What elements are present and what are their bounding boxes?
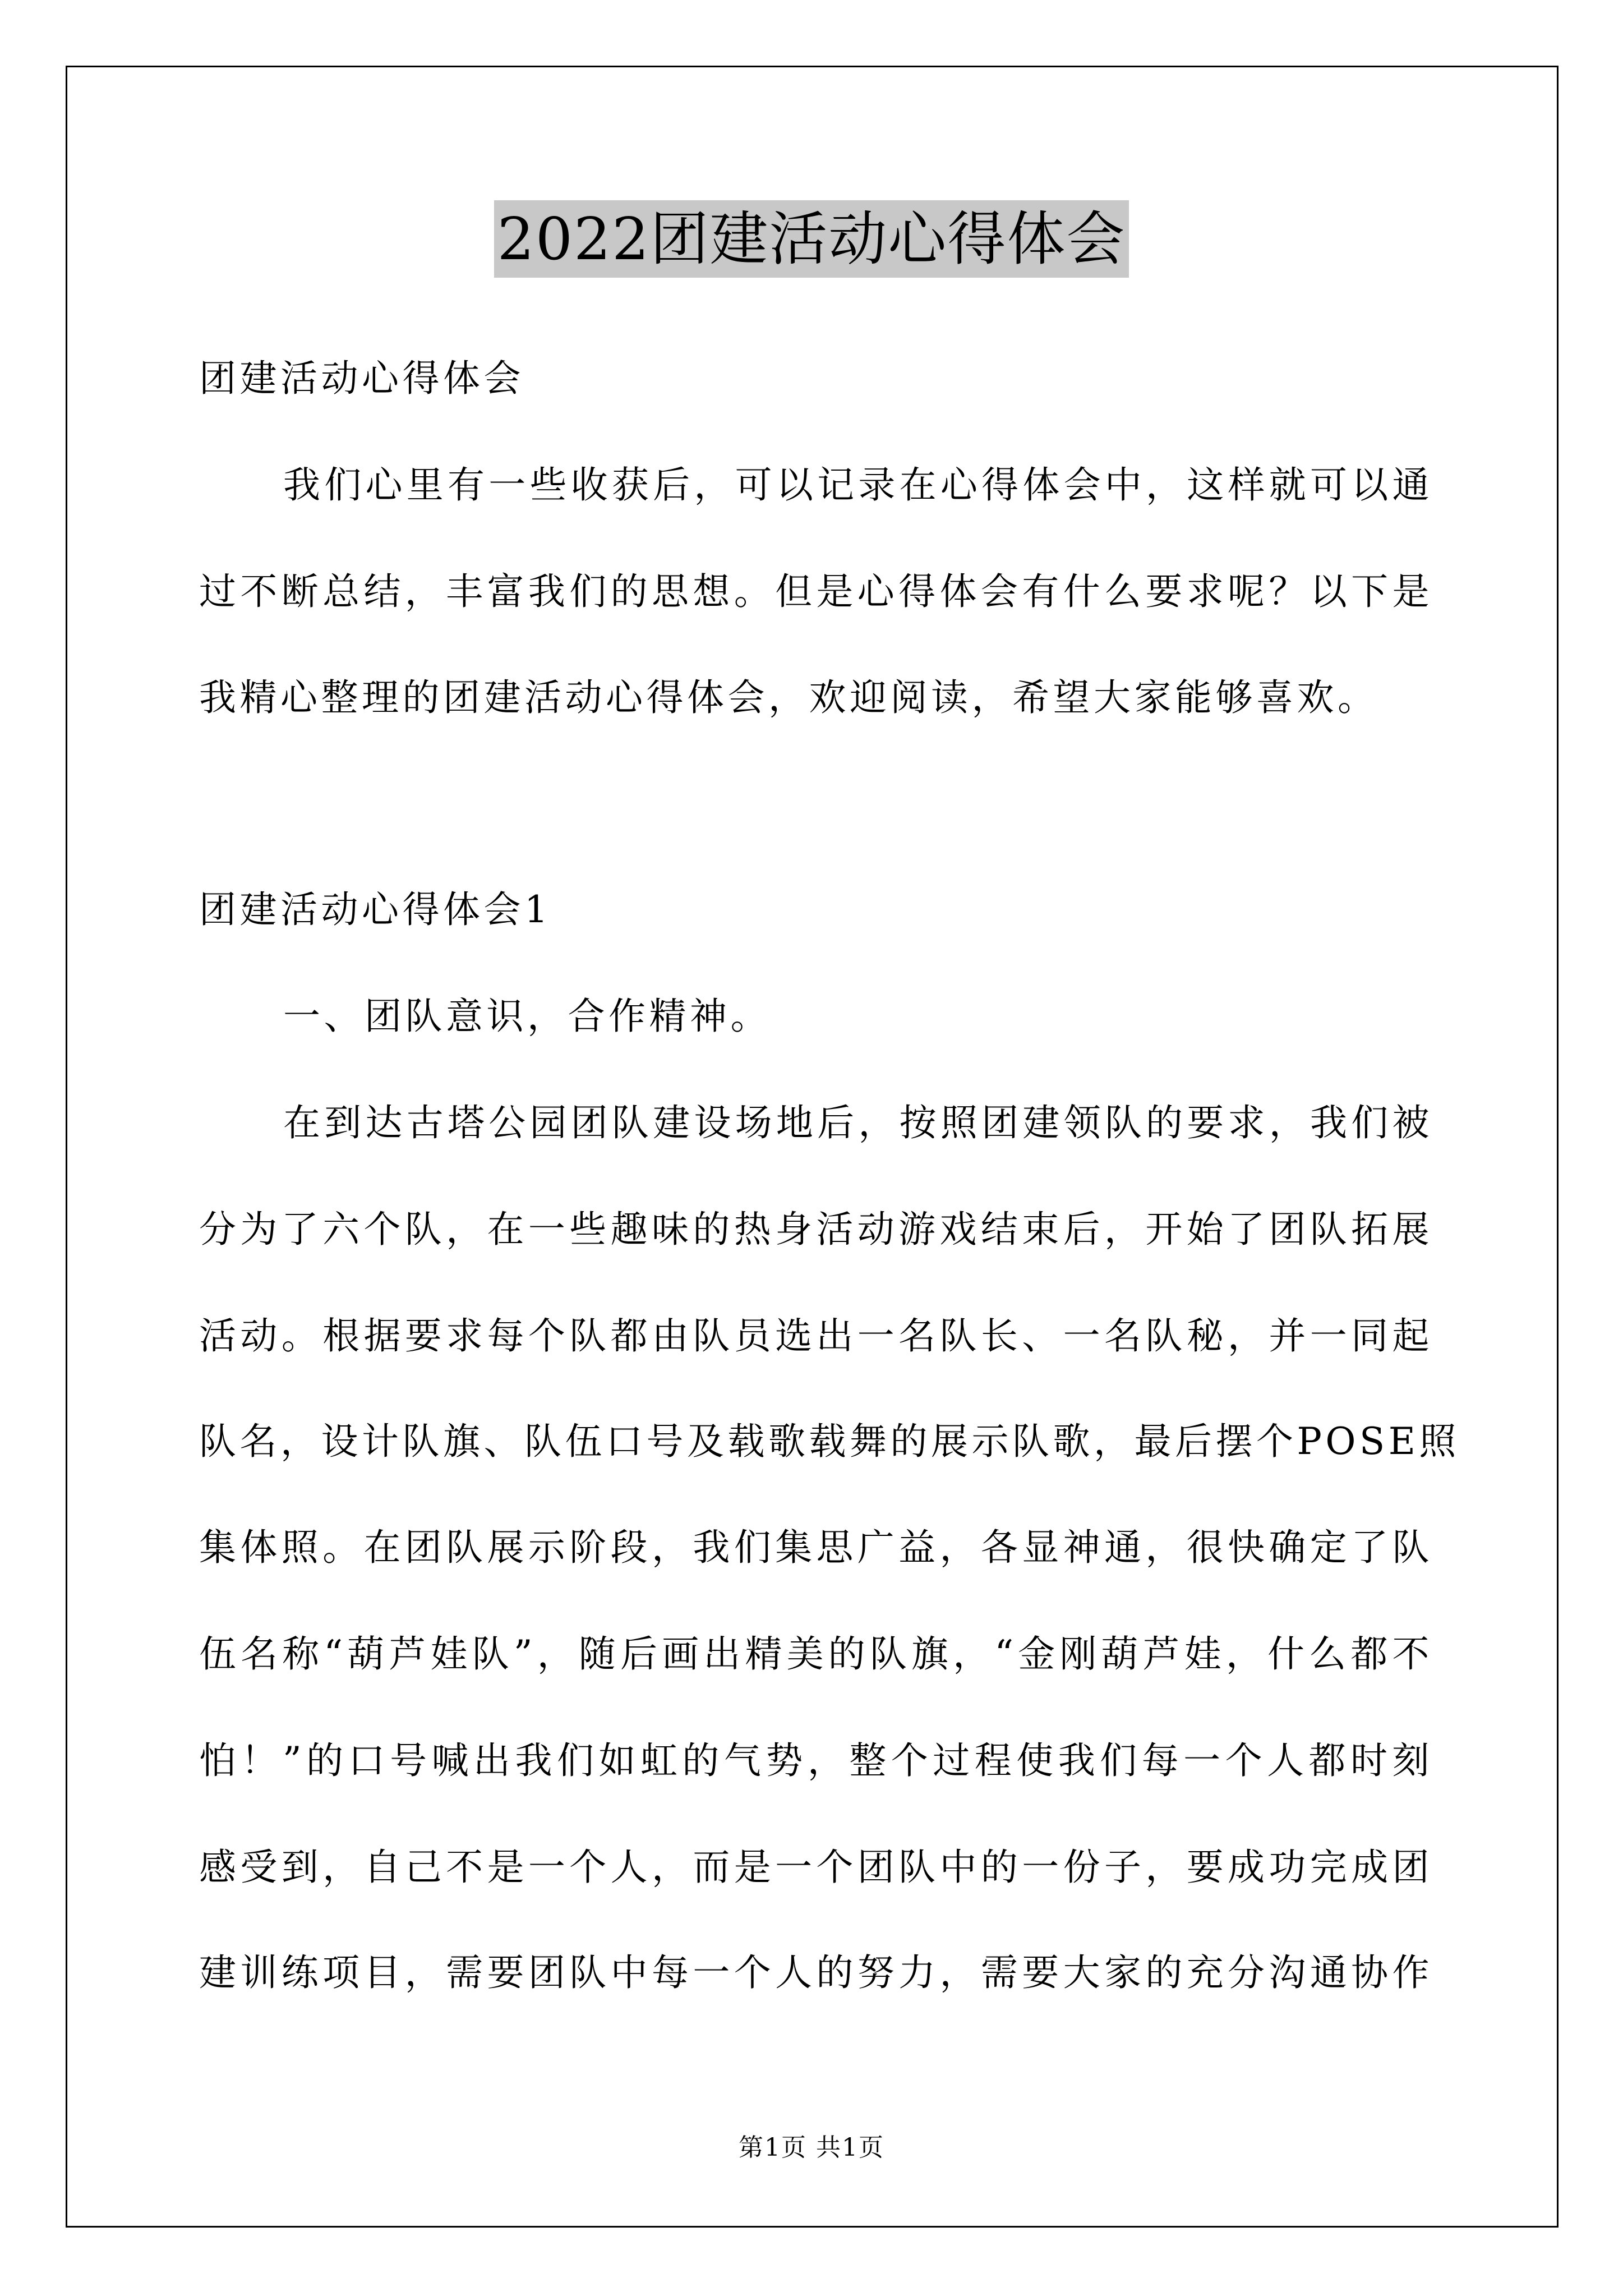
section-title: 一、团队意识，合作精神。 (283, 995, 771, 1038)
body-line: 队名，设计队旗、队伍口号及载歌载舞的展示队歌，最后摆个POSE照 (199, 1420, 1460, 1463)
body-line: 在到达古塔公园团队建设场地后，按照团建领队的要求，我们被 (283, 1101, 1433, 1144)
heading-section-1: 团建活动心得体会1 (199, 888, 552, 931)
heading-intro: 团建活动心得体会 (199, 357, 524, 400)
document-title: 2022团建活动心得体会 (494, 200, 1129, 278)
body-line: 怕！”的口号喊出我们如虹的气势，整个过程使我们每一个人都时刻 (199, 1739, 1433, 1782)
page-footer: 第1页 共1页 (739, 2133, 884, 2162)
body-line: 集体照。在团队展示阶段，我们集思广益，各显神通，很快确定了队 (199, 1526, 1433, 1569)
body-line: 伍名称“葫芦娃队”，随后画出精美的队旗，“金刚葫芦娃，什么都不 (199, 1632, 1433, 1676)
title-container (0, 200, 1623, 278)
body-line: 活动。根据要求每个队都由队员选出一名队长、一名队秘，并一同起 (199, 1314, 1433, 1358)
intro-line: 我们心里有一些收获后，可以记录在心得体会中，这样就可以通 (283, 463, 1433, 507)
body-line: 建训练项目，需要团队中每一个人的努力，需要大家的充分沟通协作 (199, 1951, 1433, 1994)
body-line: 分为了六个队，在一些趣味的热身活动游戏结束后，开始了团队拓展 (199, 1208, 1433, 1251)
body-line: 感受到，自己不是一个人，而是一个团队中的一份子，要成功完成团 (199, 1846, 1433, 1889)
intro-line: 过不断总结，丰富我们的思想。但是心得体会有什么要求呢？以下是 (199, 570, 1433, 613)
intro-line: 我精心整理的团建活动心得体会，欢迎阅读，希望大家能够喜欢。 (199, 676, 1378, 719)
